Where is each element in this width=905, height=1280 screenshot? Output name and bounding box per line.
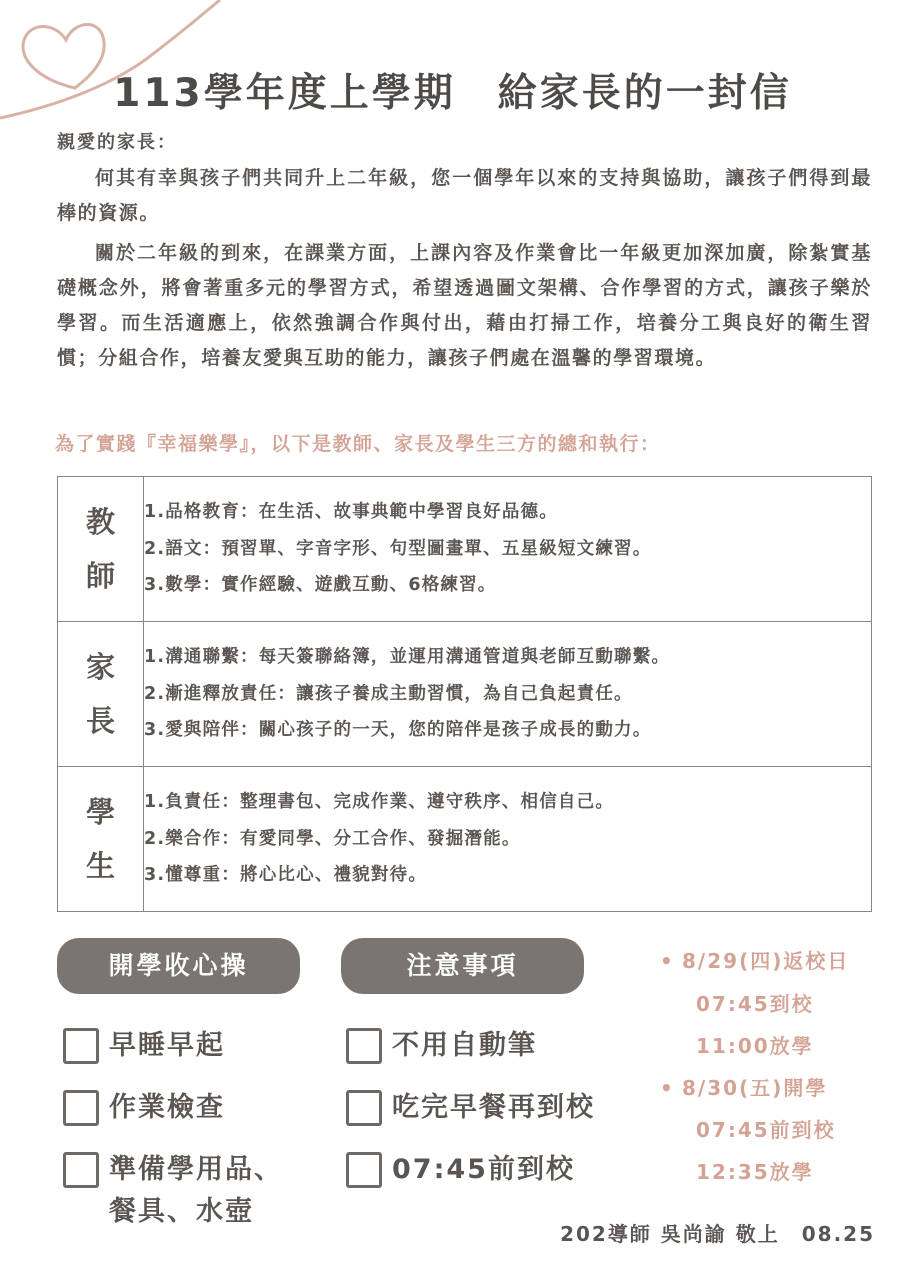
checkbox-icon[interactable] bbox=[63, 1152, 99, 1188]
checkbox-icon[interactable] bbox=[346, 1152, 382, 1188]
checklist-item[interactable]: 早睡早起 bbox=[63, 1028, 225, 1067]
list-item: 3.數學：實作經驗、遊戲互動、6格練習。 bbox=[144, 575, 497, 596]
table-row-teacher bbox=[58, 477, 872, 622]
schedule-detail: 11:00放學 bbox=[696, 1034, 814, 1058]
page-title: 113學年度上學期 給家長的一封信 bbox=[113, 71, 792, 116]
list-item: 1.品格教育：在生活、故事典範中學習良好品德。 bbox=[144, 502, 558, 523]
checklist-item[interactable]: 作業檢查 bbox=[63, 1090, 225, 1129]
list-item: 3.愛與陪伴：關心孩子的一天，您的陪伴是孩子成長的動力。 bbox=[144, 720, 652, 741]
greeting: 親愛的家長： bbox=[57, 132, 177, 153]
signature: 202導師 吳尚諭 敬上 08.25 bbox=[560, 1222, 875, 1246]
schedule-detail: 07:45前到校 bbox=[696, 1118, 836, 1142]
schedule-detail: 07:45到校 bbox=[696, 992, 814, 1016]
checklist-item[interactable]: 吃完早餐再到校 bbox=[346, 1090, 595, 1129]
role-label: 教 師 bbox=[58, 477, 144, 622]
list-item: 2.樂合作：有愛同學、分工合作、發掘潛能。 bbox=[144, 828, 521, 849]
checkbox-icon[interactable] bbox=[346, 1090, 382, 1126]
checklist-item[interactable]: 不用自動筆 bbox=[346, 1028, 537, 1067]
schedule-detail: 12:35放學 bbox=[696, 1160, 814, 1184]
list-item: 1.負責任：整理書包、完成作業、遵守秩序、相信自己。 bbox=[144, 792, 615, 813]
table-row-student bbox=[58, 767, 872, 912]
checklist-item[interactable]: 準備學用品、 餐具、水壺 bbox=[63, 1152, 283, 1233]
list-item: 1.溝通聯繫：每天簽聯絡簿，並運用溝通管道與老師互動聯繫。 bbox=[144, 647, 671, 668]
roles-table bbox=[57, 476, 872, 912]
highlight-heading: 為了實踐『幸福樂學』，以下是教師、家長及學生三方的總和執行： bbox=[55, 433, 661, 455]
bullet-icon: • bbox=[660, 1076, 675, 1100]
checkbox-icon[interactable] bbox=[346, 1028, 382, 1064]
section-pill-back-to-school: 開學收心操 bbox=[57, 938, 300, 994]
list-item: 2.漸進釋放責任：讓孩子養成主動習慣，為自己負起責任。 bbox=[144, 683, 633, 704]
section-pill-notes: 注意事項 bbox=[341, 938, 584, 994]
bullet-icon: • bbox=[660, 949, 675, 973]
list-item: 3.懂尊重：將心比心、禮貌對待。 bbox=[144, 865, 428, 886]
schedule-item: • 8/30(五)開學 bbox=[660, 1076, 828, 1100]
role-label: 學 生 bbox=[58, 767, 144, 912]
schedule-item: • 8/29(四)返校日 bbox=[660, 949, 850, 973]
role-items bbox=[144, 767, 872, 912]
checkbox-icon[interactable] bbox=[63, 1090, 99, 1126]
role-items bbox=[144, 622, 872, 767]
table-row-parent bbox=[58, 622, 872, 767]
checkbox-icon[interactable] bbox=[63, 1028, 99, 1064]
intro-paragraph: 何其有幸與孩子們共同升上二年級，您一個學年以來的支持與協助，讓孩子們得到最棒的資源。 bbox=[57, 167, 872, 224]
checklist-item[interactable]: 07:45前到校 bbox=[346, 1152, 575, 1191]
body-paragraph: 關於二年級的到來，在課業方面，上課內容及作業會比一年級更加深加廣，除紮實基礎概念外，將會著重多元的學習方式，希望透過圖文架構、合作學習的方式，讓孩子樂於學習。而生活適應上，依然強調合作與付出，藉由打掃工作，培養分工與良好的衛生習慣；分組合作，培養友愛與互助的能力，讓孩子們處在溫馨的學習環境。 bbox=[57, 242, 872, 369]
list-item: 2.語文：預習單、字音字形、句型圖畫單、五星級短文練習。 bbox=[144, 538, 652, 559]
role-items bbox=[144, 477, 872, 622]
role-label: 家 長 bbox=[58, 622, 144, 767]
